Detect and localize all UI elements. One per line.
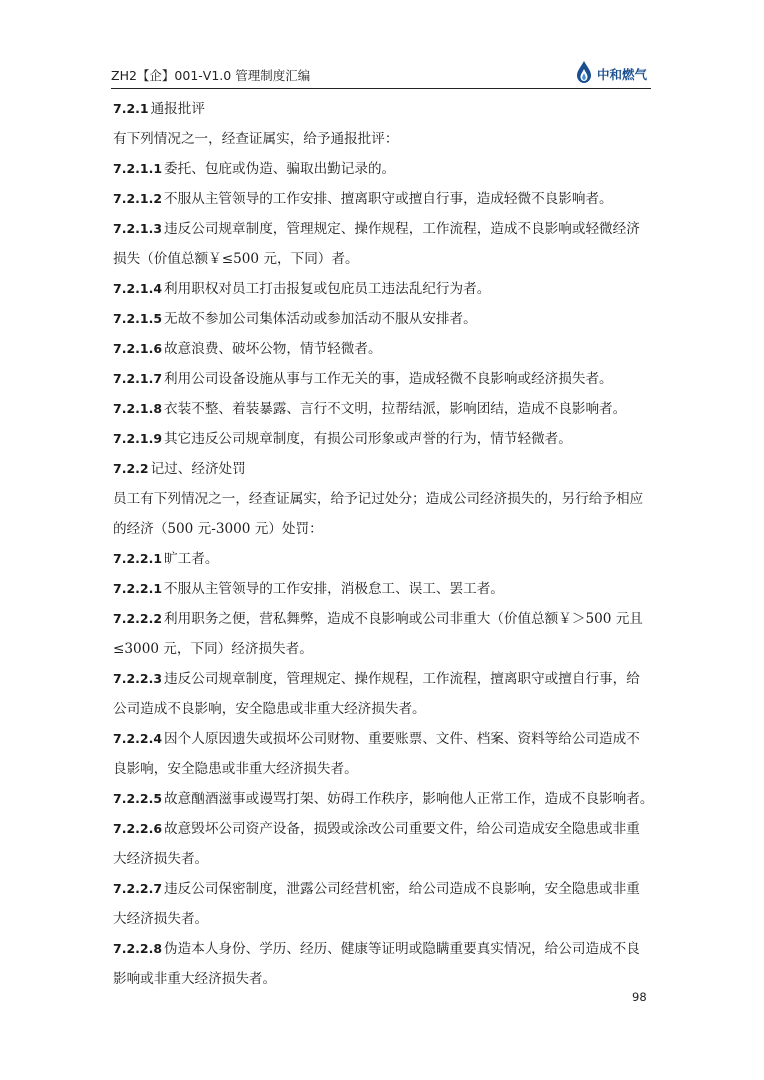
clause-text: 衣装不整、着装暴露、言行不文明，拉帮结派，影响团结，造成不良影响者。 (164, 401, 627, 417)
clause-text: 利用职务之便，营私舞弊，造成不良影响或公司非重大（价值总额￥＞500 元且 (164, 611, 643, 627)
text-line (113, 844, 651, 874)
text-line (113, 364, 651, 394)
text-line (113, 874, 651, 904)
text-line (113, 244, 651, 274)
flame-drop-icon (574, 60, 594, 84)
clause-text: 有下列情况之一，经查证属实，给予通报批评： (113, 131, 399, 147)
clause-text: ≤3000 元，下同）经济损失者。 (113, 641, 313, 657)
clause-number: 7.2.1.2 (113, 191, 163, 206)
clause-text: 违反公司保密制度，泄露公司经营机密，给公司造成不良影响，安全隐患或非重 (164, 881, 640, 897)
clause-text: 故意浪费、破坏公物，情节轻微者。 (164, 341, 382, 357)
clause-text: 大经济损失者。 (113, 911, 209, 927)
clause-text: 其它违反公司规章制度，有损公司形象或声誉的行为，情节轻微者。 (164, 431, 572, 447)
clause-number: 7.2.1.5 (113, 311, 163, 326)
clause-text: 员工有下列情况之一，经查证属实，给予记过处分；造成公司经济损失的，另行给予相应 (113, 491, 644, 507)
text-line (113, 544, 651, 574)
clause-number: 7.2.2.5 (113, 791, 163, 806)
text-line (113, 94, 651, 124)
clause-text: 利用职权对员工打击报复或包庇员工违法乱纪行为者。 (164, 281, 491, 297)
clause-text: 无故不参加公司集体活动或参加活动不服从安排者。 (164, 311, 477, 327)
logo-text: 中和燃气 (596, 66, 647, 82)
text-line (113, 694, 651, 724)
text-line (113, 574, 651, 604)
clause-text: 公司造成不良影响，安全隐患或非重大经济损失者。 (113, 701, 426, 717)
document-title: ZH2【企】001-V1.0 管理制度汇编 (111, 68, 311, 83)
clause-text: 大经济损失者。 (113, 851, 209, 867)
text-line (113, 814, 651, 844)
text-line (113, 934, 651, 964)
page-number: 98 (632, 990, 647, 1004)
clause-number: 7.2.2.4 (113, 731, 163, 746)
clause-text: 影响或非重大经济损失者。 (113, 971, 277, 987)
clause-number: 7.2.1.8 (113, 401, 163, 416)
text-line (113, 484, 651, 514)
clause-number: 7.2.2.8 (113, 941, 163, 956)
text-line (113, 664, 651, 694)
text-line (113, 424, 651, 454)
text-line (113, 304, 651, 334)
text-line (113, 214, 651, 244)
clause-text: 旷工者。 (164, 551, 219, 567)
clause-text: 因个人原因遗失或损坏公司财物、重要账票、文件、档案、资料等给公司造成不 (164, 731, 640, 747)
clause-text: 记过、经济处罚 (150, 461, 246, 477)
clause-text: 委托、包庇或伪造、骗取出勤记录的。 (164, 161, 396, 177)
text-line (113, 184, 651, 214)
text-line (113, 394, 651, 424)
clause-number: 7.2.1.9 (113, 431, 163, 446)
clause-text: 利用公司设备设施从事与工作无关的事，造成轻微不良影响或经济损失者。 (164, 371, 613, 387)
clause-text: 不服从主管领导的工作安排，消极怠工、误工、罢工者。 (164, 581, 504, 597)
text-line (113, 154, 651, 184)
clause-number: 7.2.2.1 (113, 551, 163, 566)
text-line (113, 724, 651, 754)
clause-text: 故意酗酒滋事或谩骂打架、妨碍工作秩序，影响他人正常工作，造成不良影响者。 (164, 791, 654, 807)
text-line (113, 784, 654, 814)
text-line (113, 604, 651, 634)
clause-text: 不服从主管领导的工作安排、擅离职守或擅自行事，造成轻微不良影响者。 (164, 191, 613, 207)
text-line (113, 754, 651, 784)
clause-number: 7.2.2.7 (113, 881, 163, 896)
clause-number: 7.2.2.1 (113, 581, 163, 596)
clause-text: 良影响，安全隐患或非重大经济损失者。 (113, 761, 358, 777)
clause-number: 7.2.2.3 (113, 671, 163, 686)
page-header (111, 58, 651, 89)
text-line (113, 274, 651, 304)
text-line (113, 964, 651, 994)
clause-text: 故意毁坏公司资产设备，损毁或涂改公司重要文件，给公司造成安全隐患或非重 (164, 821, 640, 837)
text-line (113, 454, 651, 484)
text-line (113, 124, 651, 154)
clause-number: 7.2.2 (113, 461, 149, 476)
clause-number: 7.2.1.6 (113, 341, 163, 356)
text-line (113, 904, 651, 934)
clause-text: 损失（价值总额￥≤500 元，下同）者。 (113, 251, 359, 267)
company-logo (574, 60, 647, 84)
clause-text: 伪造本人身份、学历、经历、健康等证明或隐瞒重要真实情况，给公司造成不良 (164, 941, 640, 957)
clause-number: 7.2.1.7 (113, 371, 163, 386)
document-body (113, 94, 654, 994)
clause-text: 的经济（500 元-3000 元）处罚： (113, 521, 323, 537)
clause-number: 7.2.2.6 (113, 821, 163, 836)
clause-number: 7.2.2.2 (113, 611, 163, 626)
clause-number: 7.2.1.1 (113, 161, 163, 176)
text-line (113, 634, 651, 664)
text-line (113, 334, 651, 364)
clause-number: 7.2.1.3 (113, 221, 163, 236)
clause-text: 通报批评 (150, 101, 205, 117)
clause-number: 7.2.1 (113, 101, 149, 116)
clause-text: 违反公司规章制度，管理规定、操作规程，工作流程，造成不良影响或轻微经济 (164, 221, 640, 237)
clause-text: 违反公司规章制度，管理规定、操作规程，工作流程，擅离职守或擅自行事，给 (164, 671, 640, 687)
text-line (113, 514, 651, 544)
clause-number: 7.2.1.4 (113, 281, 163, 296)
